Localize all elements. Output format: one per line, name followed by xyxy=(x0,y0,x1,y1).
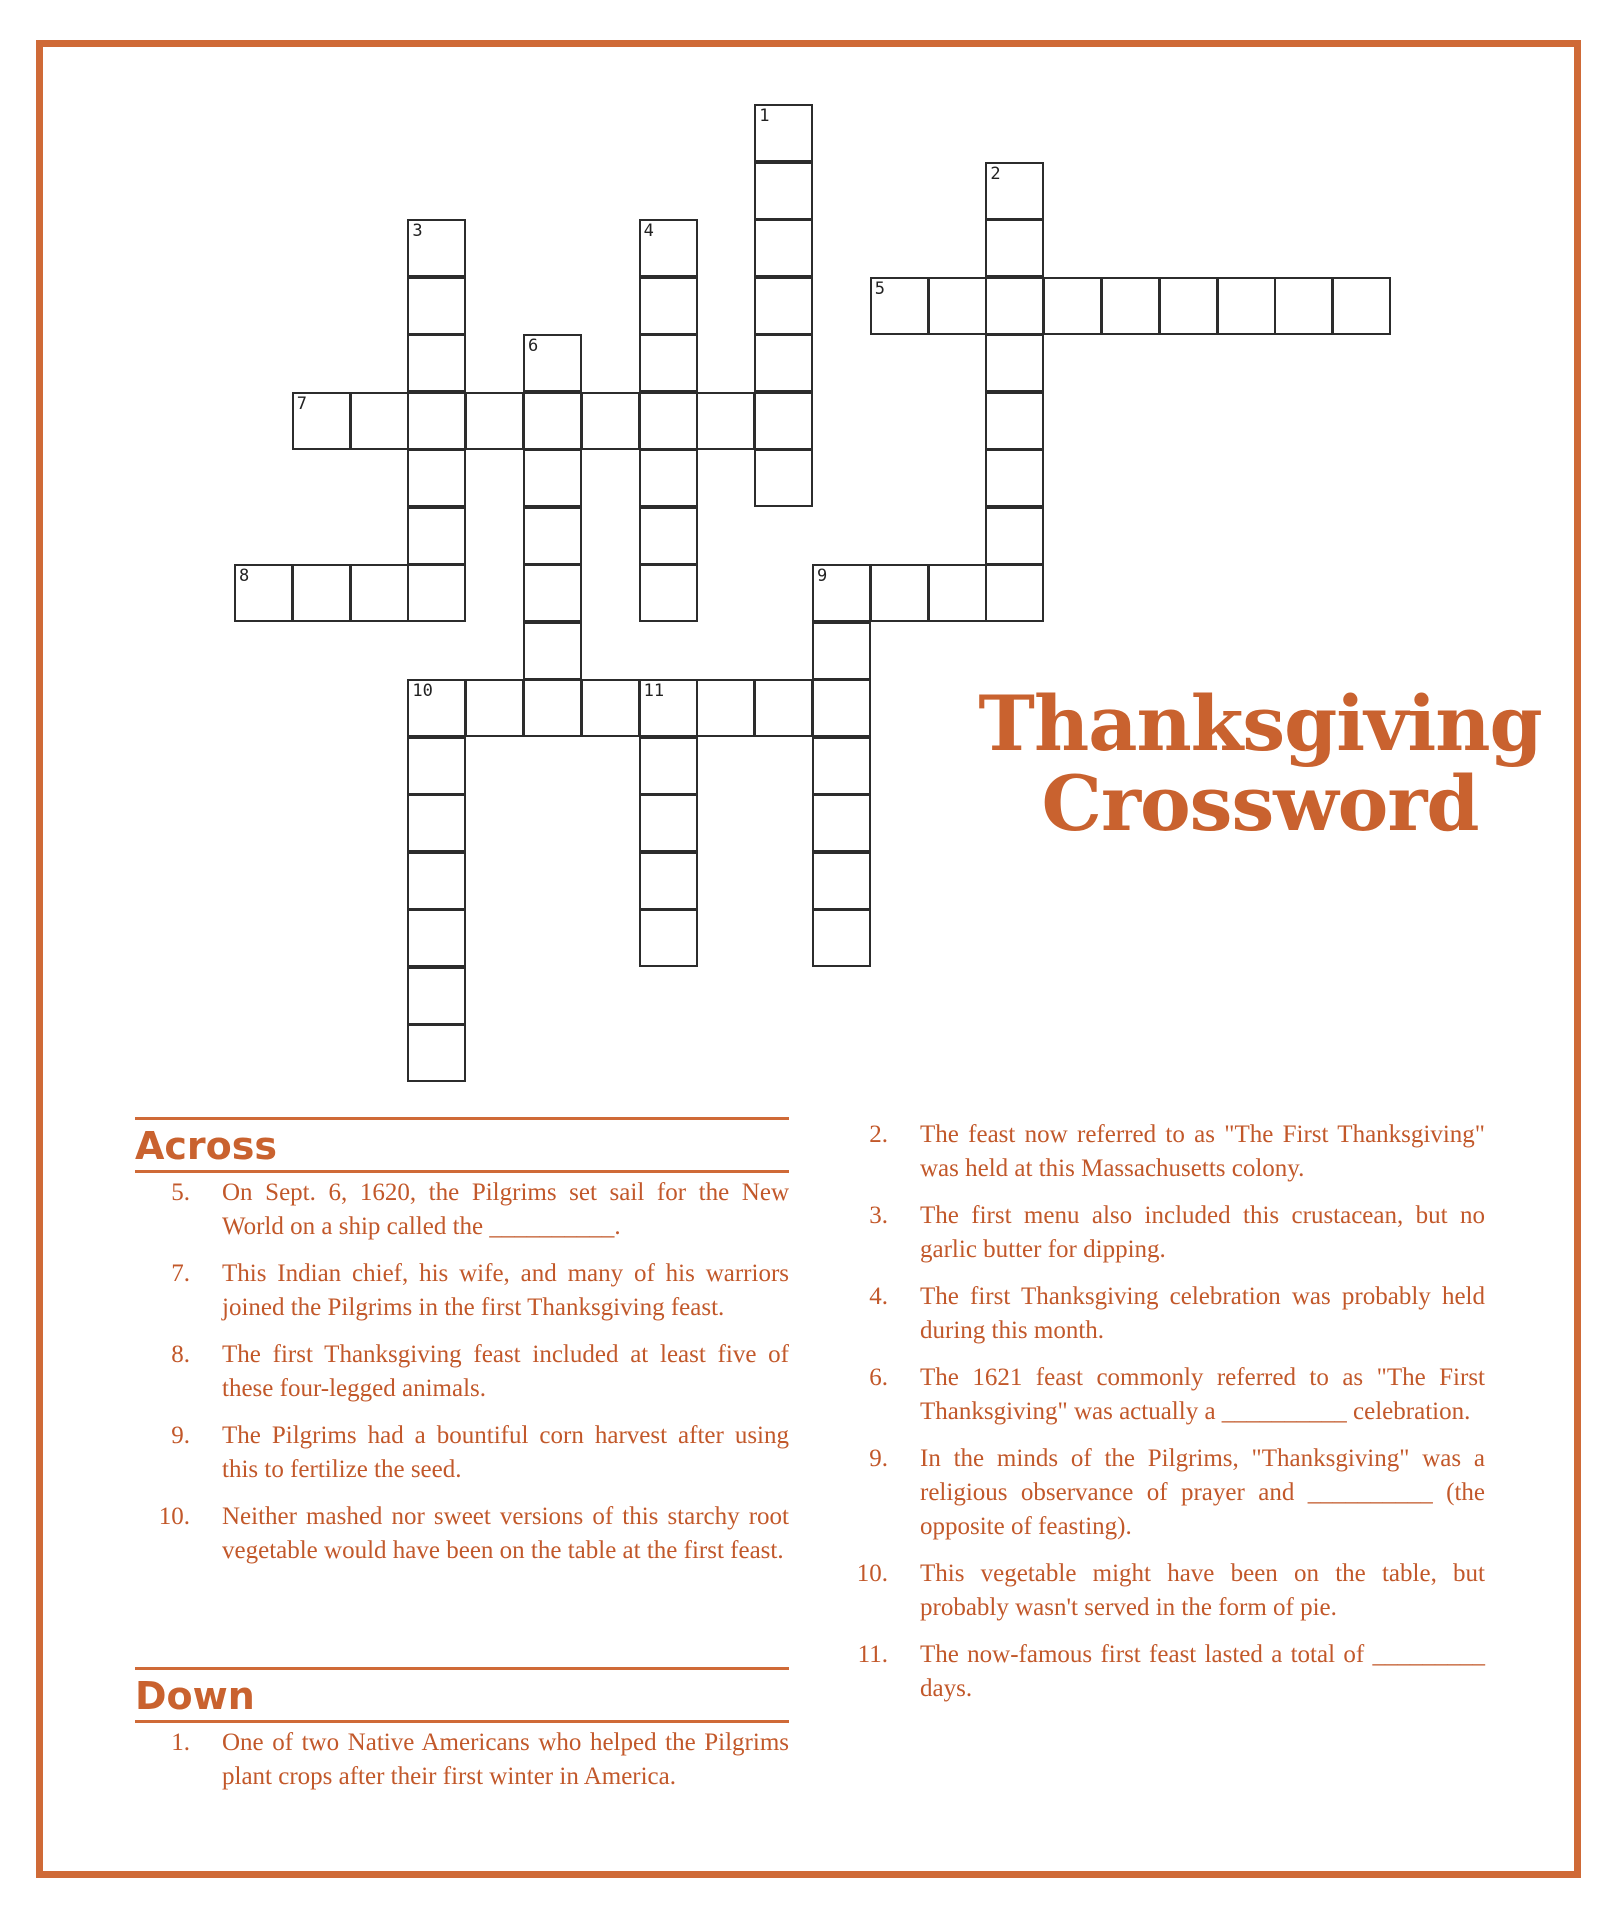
clue-number: 6 xyxy=(528,336,539,356)
grid-cell[interactable] xyxy=(350,564,409,622)
clue-item xyxy=(130,1419,789,1487)
down-rule-top xyxy=(135,1667,789,1670)
clue-item-number: 1. xyxy=(171,1729,190,1756)
clue-item-text: The first Thanksgiving celebration was probably held during this month. xyxy=(920,1283,1485,1344)
clue-item xyxy=(130,1338,789,1406)
grid-cell[interactable] xyxy=(1274,277,1333,335)
clue-number: 7 xyxy=(296,393,308,414)
grid-cell[interactable] xyxy=(754,162,813,220)
grid-cell[interactable] xyxy=(985,334,1044,392)
clue-item xyxy=(130,1500,789,1568)
clue-number: 8 xyxy=(239,566,250,586)
title-line-1: Thanksgiving xyxy=(978,679,1542,768)
clue-item xyxy=(130,1176,789,1244)
grid-cell[interactable] xyxy=(407,392,466,450)
clue-item-text: The now-famous first feast lasted a total of _________ days. xyxy=(920,1641,1485,1702)
grid-cell[interactable] xyxy=(754,679,813,737)
grid-cell[interactable] xyxy=(407,909,466,967)
grid-cell[interactable] xyxy=(523,564,582,622)
grid-cell[interactable] xyxy=(812,909,871,967)
clue-item-text: The Pilgrims had a bountiful corn harvest after using this to fertilize the seed. xyxy=(222,1422,789,1483)
grid-cell[interactable] xyxy=(407,334,466,392)
title-line-2: Crossword xyxy=(1041,759,1479,848)
grid-cell[interactable] xyxy=(639,737,698,795)
grid-cell[interactable] xyxy=(407,1024,466,1082)
grid-cell[interactable] xyxy=(812,622,871,680)
clue-item-number: 10. xyxy=(856,1560,888,1587)
grid-cell[interactable] xyxy=(812,794,871,852)
grid-cell[interactable] xyxy=(523,449,582,507)
grid-cell[interactable] xyxy=(407,564,466,622)
clue-item xyxy=(828,1199,1485,1267)
grid-cell[interactable] xyxy=(407,737,466,795)
grid-cell[interactable] xyxy=(639,794,698,852)
clue-item xyxy=(828,1557,1485,1625)
grid-cell[interactable] xyxy=(407,507,466,565)
grid-cell[interactable] xyxy=(985,449,1044,507)
grid-cell[interactable] xyxy=(754,277,813,335)
grid-cell[interactable] xyxy=(639,277,698,335)
clue-item-text: The 1621 feast commonly referred to as "The First Thanksgiving" was actually a __________ celebration. xyxy=(920,1364,1485,1425)
grid-cell[interactable] xyxy=(985,219,1044,277)
clue-number: 4 xyxy=(643,221,654,241)
grid-cell[interactable] xyxy=(523,392,582,450)
grid-cell[interactable] xyxy=(754,219,813,277)
grid-cell[interactable] xyxy=(407,219,466,277)
grid-cell[interactable] xyxy=(407,794,466,852)
grid-cell[interactable] xyxy=(292,564,351,622)
grid-cell[interactable] xyxy=(928,277,987,335)
clue-item-number: 11. xyxy=(857,1641,888,1668)
clue-item-number: 4. xyxy=(869,1283,888,1310)
clue-item-number: 5. xyxy=(171,1179,190,1206)
clue-item-text: The feast now referred to as "The First Thanksgiving" was held at this Massachusetts colony. xyxy=(920,1121,1485,1182)
clue-item-text: On Sept. 6, 1620, the Pilgrims set sail for the New World on a ship called the __________. xyxy=(222,1179,789,1240)
grid-cell[interactable] xyxy=(407,852,466,910)
clue-number: 10 xyxy=(412,681,433,701)
grid-cell[interactable] xyxy=(812,852,871,910)
clue-number: 2 xyxy=(990,163,1001,184)
grid-cell[interactable] xyxy=(696,392,755,450)
grid-cell[interactable] xyxy=(1217,277,1276,335)
grid-cell[interactable] xyxy=(754,449,813,507)
grid-cell[interactable] xyxy=(754,392,813,450)
grid-cell[interactable] xyxy=(985,277,1044,335)
grid-cell[interactable] xyxy=(985,392,1044,450)
clue-item-text: This vegetable might have been on the table, but probably wasn't served in the form of pie. xyxy=(920,1560,1485,1621)
grid-cell[interactable] xyxy=(985,162,1044,220)
clue-number: 11 xyxy=(643,681,665,701)
clue-item-text: One of two Native Americans who helped the Pilgrims plant crops after their first winter in America. xyxy=(222,1729,789,1790)
grid-cell[interactable] xyxy=(639,564,698,622)
clue-item-text: The first Thanksgiving feast included at least five of these four-legged animals. xyxy=(222,1341,789,1402)
down-clue-list-left xyxy=(130,1726,789,1807)
grid-cell[interactable] xyxy=(1332,277,1391,335)
clue-number: 1 xyxy=(759,106,770,126)
clue-item-number: 6. xyxy=(869,1364,888,1391)
grid-cell[interactable] xyxy=(639,852,698,910)
grid-cell[interactable] xyxy=(292,392,351,450)
grid-cell[interactable] xyxy=(639,334,698,392)
clue-item xyxy=(828,1442,1485,1544)
grid-cell[interactable] xyxy=(1159,277,1218,335)
across-rule-top xyxy=(135,1117,789,1120)
grid-cell[interactable] xyxy=(985,507,1044,565)
grid-cell[interactable] xyxy=(639,449,698,507)
grid-cell[interactable] xyxy=(407,449,466,507)
grid-cell[interactable] xyxy=(639,219,698,277)
puzzle-title xyxy=(900,679,1620,848)
grid-cell[interactable] xyxy=(523,334,582,392)
grid-cell[interactable] xyxy=(523,507,582,565)
grid-cell[interactable] xyxy=(639,392,698,450)
clue-number: 5 xyxy=(874,278,886,299)
grid-cell[interactable] xyxy=(581,392,640,450)
grid-cell[interactable] xyxy=(523,679,582,737)
across-rule-bottom xyxy=(135,1170,789,1173)
clue-item xyxy=(130,1257,789,1325)
grid-cell[interactable] xyxy=(639,679,698,737)
grid-cell[interactable] xyxy=(523,622,582,680)
grid-cell[interactable] xyxy=(465,679,524,737)
grid-cell[interactable] xyxy=(754,104,813,162)
clue-item-text: In the minds of the Pilgrims, "Thanksgiving" was a religious observance of prayer and __________ (the opposite of feasting). xyxy=(920,1445,1485,1540)
grid-cell[interactable] xyxy=(407,679,466,737)
clue-item xyxy=(130,1726,789,1794)
down-rule-bottom xyxy=(135,1720,789,1723)
grid-cell[interactable] xyxy=(234,564,293,622)
grid-cell[interactable] xyxy=(812,737,871,795)
clue-item-number: 9. xyxy=(171,1422,190,1449)
across-heading: Across xyxy=(135,1124,278,1168)
grid-cell[interactable] xyxy=(812,564,871,622)
grid-cell[interactable] xyxy=(754,334,813,392)
grid-cell[interactable] xyxy=(1043,277,1102,335)
grid-cell[interactable] xyxy=(639,909,698,967)
clue-item xyxy=(828,1118,1485,1186)
clue-item-text: This Indian chief, his wife, and many of his warriors joined the Pilgrims in the first Thanksgiving feast. xyxy=(222,1260,789,1321)
grid-cell[interactable] xyxy=(350,392,409,450)
grid-cell[interactable] xyxy=(1101,277,1160,335)
down-clue-list-right xyxy=(828,1118,1485,1719)
clue-item-number: 10. xyxy=(158,1503,190,1530)
down-heading: Down xyxy=(135,1674,255,1718)
grid-cell[interactable] xyxy=(639,507,698,565)
clue-item-number: 2. xyxy=(869,1121,888,1148)
clue-number: 3 xyxy=(412,221,423,241)
grid-cell[interactable] xyxy=(407,277,466,335)
clue-item xyxy=(828,1280,1485,1348)
clue-item xyxy=(828,1361,1485,1429)
grid-cell[interactable] xyxy=(581,679,640,737)
grid-cell[interactable] xyxy=(407,967,466,1025)
grid-cell[interactable] xyxy=(928,564,987,622)
clue-item-number: 3. xyxy=(869,1202,888,1229)
clue-item-text: The first menu also included this crustacean, but no garlic butter for dipping. xyxy=(920,1202,1485,1263)
grid-cell[interactable] xyxy=(985,564,1044,622)
clue-number: 9 xyxy=(817,566,828,586)
grid-cell[interactable] xyxy=(812,679,871,737)
clue-item-text: Neither mashed nor sweet versions of this starchy root vegetable would have been on the table at the first feast. xyxy=(222,1503,789,1564)
grid-cell[interactable] xyxy=(465,392,524,450)
grid-cell[interactable] xyxy=(870,277,929,335)
grid-cell[interactable] xyxy=(696,679,755,737)
clue-item xyxy=(828,1638,1485,1706)
grid-cell[interactable] xyxy=(870,564,929,622)
clue-item-number: 7. xyxy=(171,1260,190,1287)
clue-item-number: 9. xyxy=(869,1445,888,1472)
clue-item-number: 8. xyxy=(171,1341,190,1368)
across-clue-list xyxy=(130,1176,789,1581)
